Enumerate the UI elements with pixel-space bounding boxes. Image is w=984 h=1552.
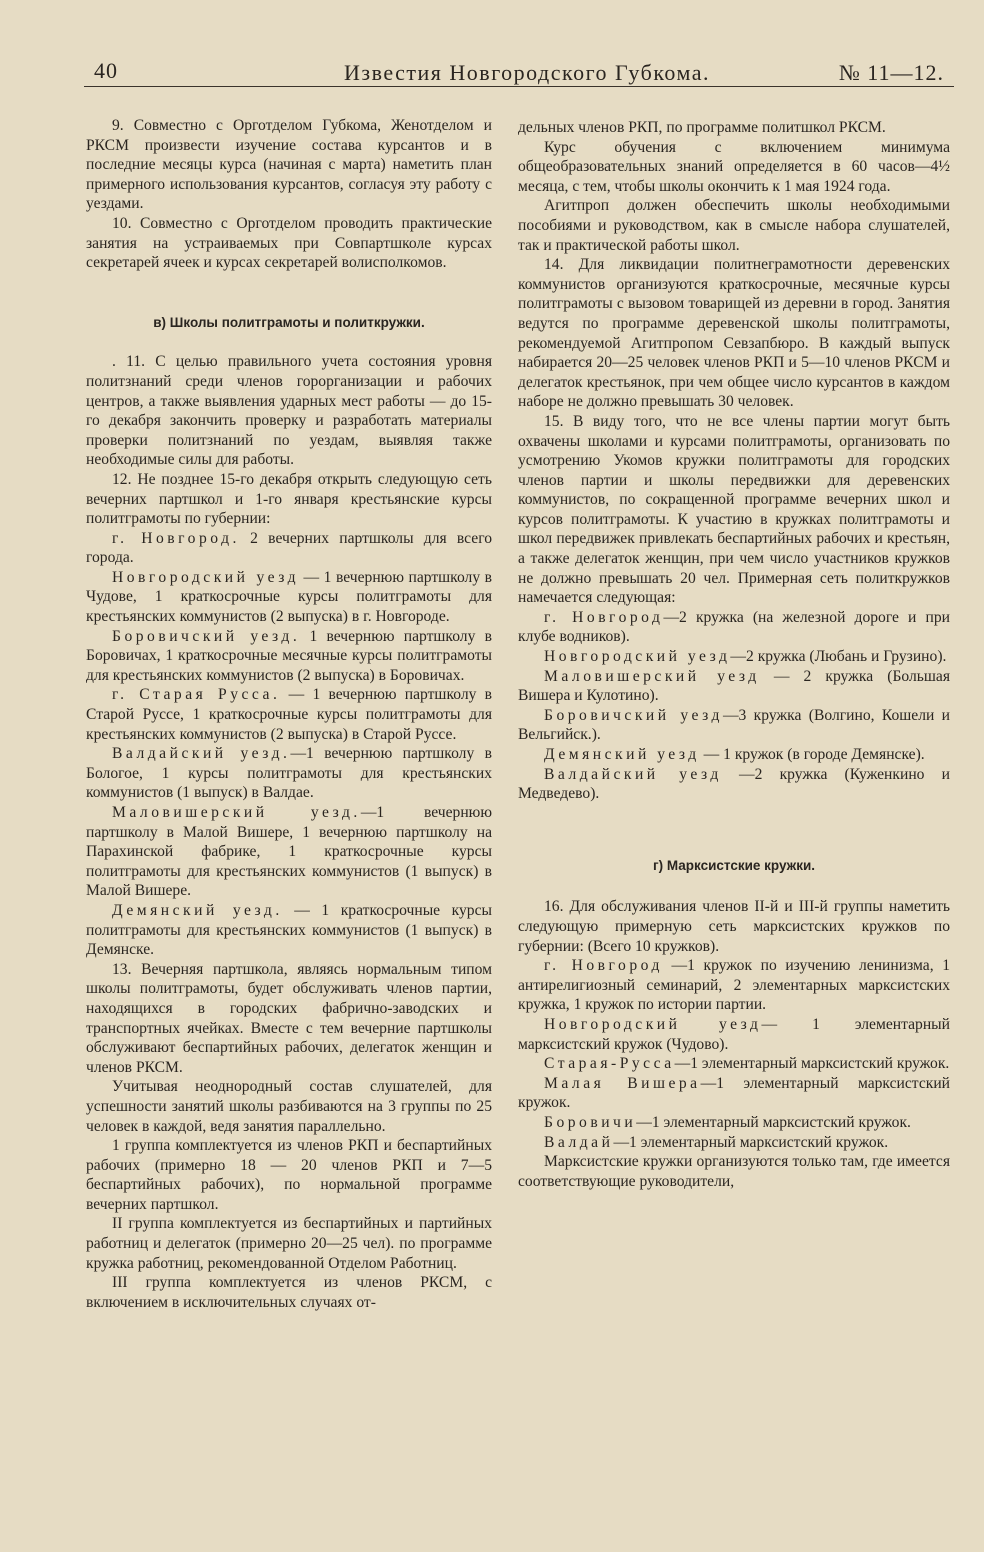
header-rule [84, 86, 954, 87]
section-heading-g: г) Марксистские кружки. [652, 857, 816, 873]
kruzhok-novgorod-uezd [518, 647, 950, 667]
place-name: Новгородский уезд [112, 568, 300, 586]
kruzhok-valdai [518, 765, 950, 804]
left-column [86, 116, 492, 1312]
paragraph-agitprop: Агитпроп должен обеспечить школы необходимыми пособиями и руководством, как в смысле набора слушателей, так и практической работы школ. [518, 197, 950, 254]
place-name: Боровичский уезд [544, 706, 723, 724]
place-name: Малая Вишера [544, 1074, 701, 1092]
paragraph-12: 12. Не позднее 15-го декабря открыть следующую сеть вечерних партшкол и 1-го января крестьянские курсы политграмоты по губернии: [86, 470, 492, 528]
right-column [518, 118, 950, 1191]
paragraph-14: 14. Для ликвидации политнеграмотности деревенских коммунистов организуются краткосрочные, месячные курсы политграмоты с вызовом товарищей из деревни в город. Занятия ведутся по программе деревенской школы политграмоты, рекомендуемой Агитпропом Севзапбюро. В каждый выпуск набирается 20—25 человек членов РКП и 5—10 членов РКСМ и делегаток крестьянок, при чем общее число курсантов в каждом наборе не должно превышать 30 человек. [518, 256, 950, 411]
paragraph-15: 15. В виду того, что не все члены партии могут быть охвачены школами и курсами политграмоты, организовать по усмотрению Укомов кружки политграмоты для городских членов партии и школы передвижки для деревенских коммунистов, по сокращенной программе вечерних школ и курсов политграмоты. К участию в кружках политграмоты и школ передвижек привлекать беспартийных рабочих и крестьян, а также делегаток женщин, при чем число участников кружков не должно превышать 20 чел. Примерная сеть политкружков намечается следующая: [518, 412, 950, 607]
place-text: —2 кружка (на железной дороге и при клубе водников). [518, 608, 950, 646]
place-text: — 1 кружок (в городе Демянске). [699, 746, 925, 763]
paragraph-final: Марксистские кружки организуются только там, где имеется соответствующие руководители, [518, 1153, 950, 1190]
paragraph-9: 9. Совместно с Орготделом Губкома, Женотделом и РКСМ произвести изучение состава курсантов и в последние месяцы курса (начиная с марта) наметить план примерного использования курсантов, согласуя эту работу с уездами. [86, 117, 492, 213]
paragraph-13e: III группа комплектуется из членов РКСМ, с включением в исключительных случаях от- [86, 1274, 492, 1311]
kruzhok-malovishera [518, 667, 950, 706]
place-text: —1 вечернюю партшколу в Малой Вишере, 1 вечернюю партшколу на Парахинской фабрике, 1 краткосрочные курсы политграмоты для крестьянских коммунистов (1 выпуск) в Малой Вишере. [86, 804, 492, 900]
place-text: —1 кружок по изучению ленинизма, 1 антирелигиозный семинарий, 2 элементарных марксистских кружка, 1 кружок по истории партии. [518, 957, 950, 1014]
place-name: Валдай [544, 1133, 614, 1151]
list-item-novgorod-uezd [86, 568, 492, 627]
page-number: 40 [94, 58, 118, 83]
list-item-borovichi [86, 627, 492, 686]
issue-number: № 11—12. [838, 60, 944, 85]
place-text: 2 вечерних партшколы для всего города. [86, 529, 492, 567]
place-text: —3 кружка (Волгино, Кошели и Вельгийск.). [518, 706, 950, 744]
kruzhok-borovichi [518, 706, 950, 745]
paragraph-13d: II группа комплектуется из беспартийных и партийных работниц и делегаток (примерно 20—25 чел). по программе кружка работниц, рекомендованной Отделом Работниц. [86, 1215, 492, 1272]
section-heading-v: в) Школы политграмоты и политкружки. [153, 314, 425, 330]
place-name: Новгородский уезд [544, 1015, 762, 1033]
place-text: — 1 краткосрочные курсы политграмоты для крестьянских коммунистов (1 выпуск) в Демянске. [86, 901, 492, 959]
place-name: Боровичи [544, 1113, 637, 1131]
paragraph-11: . 11. С целью правильного учета состояния уровня политзнаний среди членов горорганизации и рабочих центров, а также выявления ударных мест работы — до 15-го декабря закончить проверку и разработать материалы проверки политзнаний по уездам, выявляя также необходимые силы для работы. [86, 353, 492, 469]
place-name: г. Новгород [544, 957, 663, 975]
place-text: —2 кружка (Любань и Грузино). [730, 648, 947, 666]
place-text: — 1 элементарный марксистский кружок (Чудово). [518, 1015, 951, 1053]
place-name: Валдайский уезд. [112, 745, 291, 763]
place-name: Новгородский уезд [544, 648, 731, 666]
paragraph-13: 13. Вечерняя партшкола, являясь нормальным типом школы политграмоты, будет обслуживать членов партии, находящихся в городских фабрично-заводских и транспортных ячейках. Вместе с тем вечерние партшколы обслуживают беспартийных рабочих, делегаток женщин и членов РКСМ. [86, 960, 492, 1076]
place-text: — 1 вечернюю партшколу в Старой Руссе, 1 краткосрочные курсы политграмоты для крестьянских коммунистов (2 выпуска) в Старой Руссе. [86, 686, 493, 743]
kruzhok-novgorod [518, 608, 950, 647]
place-text: —1 элементарный марксистский кружок. [518, 1074, 951, 1112]
list-item-demyansk [86, 901, 492, 960]
place-name: Демянский уезд [544, 746, 700, 763]
page-header [84, 52, 954, 86]
kruzhok-demyansk [518, 745, 950, 765]
list-item-staraya-russa [86, 685, 492, 744]
marx-staraya-russa [518, 1054, 950, 1074]
paragraph-course: Курс обучения с включением минимума общеобразовательных знаний определяется в 60 часов—4½ месяца, с тем, чтобы школы окончить к 1 мая 1924 года. [518, 138, 950, 195]
marx-novgorod-uezd [518, 1015, 950, 1054]
paragraph-13c: 1 группа комплектуется из членов РКП и беспартийных рабочих (примерно 18 — 20 членов РКП и 7—5 беспартийных рабочих), по нормальной программе вечерних партшкол. [86, 1137, 492, 1213]
paragraph-13b: Учитывая неоднородный состав слушателей, для успешности занятий школы разбиваются на 3 группы по 25 человек в каждой, ведя занятия параллельно. [86, 1078, 492, 1135]
place-name: Валдайский уезд [544, 765, 722, 783]
place-text: — 1 вечернюю партшколу в Чудове, 1 краткосрочные курсы политграмоты для крестьянских коммунистов (2 выпуска) в г. Новгороде. [86, 568, 493, 626]
marx-borovichi [518, 1113, 950, 1133]
place-text: —1 вечернюю партшколу в Бологое, 1 курсы политграмоты для крестьянских коммунистов (1 выпуск) в Валдае. [86, 745, 492, 802]
place-text: —1 элементарный марксистский кружок. [636, 1113, 911, 1131]
place-name: Боровичский уезд. [112, 627, 301, 645]
paragraph-10: 10. Совместно с Орготделом проводить практические занятия на устраиваемых при Совпартшколе курсах секретарей ячеек и курсах секретарей волисполкомов. [86, 214, 492, 272]
place-text: 1 вечернюю партшколу в Боровичах, 1 краткосрочные месячные курсы политграмоты для крестьянских коммунистов (2 выпуска) в Боровичах. [86, 627, 492, 684]
marx-malaya-vishera [518, 1074, 950, 1113]
marx-novgorod [518, 956, 950, 1015]
place-text: — 2 кружка (Большая Вишера и Кулотино). [518, 667, 950, 705]
paragraph-continued: дельных членов РКП, по программе политшкол РКСМ. [518, 119, 886, 136]
place-name: г. Старая Русса. [112, 686, 281, 704]
list-item-malaya-vishera [86, 803, 492, 901]
place-text: —1 элементарный марксистский кружок. [674, 1055, 950, 1073]
list-item-valdai [86, 744, 492, 803]
marx-valdai [518, 1133, 950, 1153]
place-text: —1 элементарный марксистский кружок. [613, 1133, 889, 1151]
place-name: Демянский уезд. [112, 901, 283, 919]
place-text: —2 кружка (Куженкино и Медведево). [518, 765, 950, 803]
paragraph-16: 16. Для обслуживания членов II-й и III-й группы наметить следующую примерную сеть марксистских кружков по губернии: (Всего 10 кружков). [518, 898, 950, 955]
place-name: Маловишерский уезд [544, 667, 760, 685]
journal-title: Известия Новгородского Губкома. [344, 60, 711, 85]
place-name: Старая-Русса [544, 1055, 675, 1073]
place-name: г. Новгород. [112, 529, 240, 547]
list-item-novgorod [86, 529, 492, 568]
place-name: Маловишерский уезд. [112, 804, 361, 821]
place-name: г. Новгород [544, 608, 664, 626]
